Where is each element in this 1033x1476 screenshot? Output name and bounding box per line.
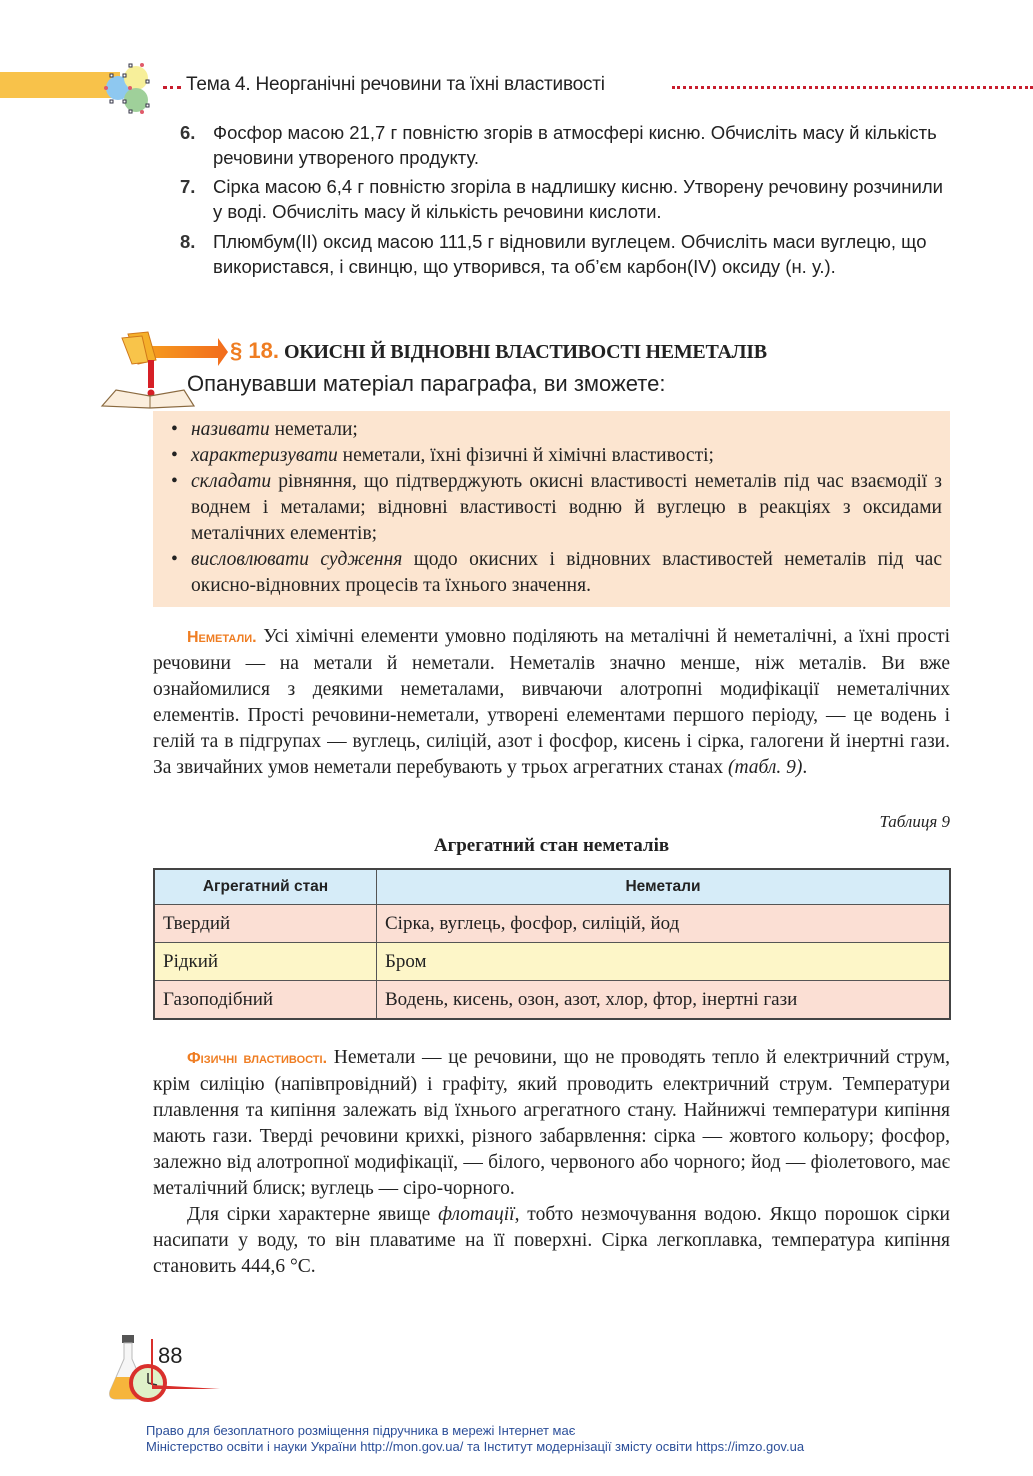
- body-text: .: [802, 757, 808, 778]
- topic-title: Тема 4. Неорганічні речовини та їхні властивості: [186, 74, 605, 95]
- goal-verb: характеризувати: [191, 445, 338, 466]
- body-text: Усі хімічні елементи умовно поділяють на металічні й неметалічні, а їхні прості речовини — на метали й неметали. Неметалів значно менше, ніж металів. Ви вже ознайомилися з деякими неметалами, вивчаючи алотропні модифікації неметалічних елементів. Прості речовини-неметали, утворені елементами першого періоду, — це водень і гелій та в підгрупах — вуглець, силіцій, азот і фосфор, кисень і сірка, галогени й інертні гази. За звичайних умов неметали перебувають у трьох агрегатних станах: [153, 626, 950, 778]
- learning-goals-list: [153, 411, 950, 599]
- table-label: Таблиця 9: [879, 812, 950, 831]
- license-note-line: Право для безоплатного розміщення підручника в мережі Інтернет має: [146, 1423, 576, 1438]
- table-cell-state: Твердий: [154, 905, 377, 943]
- page-number: 88: [158, 1343, 183, 1368]
- goal-text: неметали;: [269, 419, 358, 440]
- goal-verb: називати: [191, 419, 270, 440]
- section-heading: Фізичні властивості.: [187, 1050, 328, 1067]
- header-dotted-line: [163, 86, 181, 89]
- exercise-number: 6.: [180, 122, 196, 143]
- table-cell-items: Сірка, вуглець, фосфор, силіцій, йод: [377, 905, 951, 943]
- learning-goals-box: [153, 411, 950, 607]
- table-cell-items: Водень, кисень, озон, азот, хлор, фтор, інертні гази: [377, 981, 951, 1020]
- table-row: [154, 943, 950, 981]
- body-text: Неметали — це речовини, що не проводять тепло й електричний струм, крім силіцію (напівпровідний) і графіту, який проводить електричний струм. Температури плавлення та кипіння залежать від їхнього агрегатного стану. Найнижчі температури кипіння мають гази. Тверді речовини крихкі, різного забарвлення: сірка — жовтого кольору; фосфор, залежно від алотропної модифікації, — білого, червоного або чорного; йод — фіолетового, має металічний блиск; вуглець — сіро-чорного.: [153, 1047, 950, 1199]
- states-table: [153, 868, 951, 1020]
- paragraph-number: § 18.: [230, 338, 279, 363]
- goal-item: [191, 547, 942, 599]
- table-header-row: [154, 869, 950, 905]
- goal-text: щодо окисних і відновних властивостей неметалів під час окисно-відновних процесів та їхнього значення.: [191, 549, 942, 596]
- exercise-item: [180, 120, 952, 170]
- paragraph-title: [230, 338, 767, 364]
- license-note-line: Міністерство освіти і науки України http://mon.gov.ua/ та Інститут модернізації змісту освіти https://imzo.gov.ua: [146, 1439, 805, 1454]
- table-cell-state: Газоподібний: [154, 981, 377, 1020]
- table-title: Агрегатний стан неметалів: [433, 835, 670, 856]
- exercise-text: Фосфор масою 21,7 г повністю згорів в атмосфері кисню. Обчисліть масу й кількість речовини утвореного продукту.: [213, 122, 937, 168]
- exercise-number: 8.: [180, 231, 196, 252]
- header-dotted-line: [672, 86, 1033, 89]
- goal-item: [191, 417, 942, 443]
- section-nonmetals: [153, 624, 950, 781]
- body-text: Для сірки характерне явище: [187, 1204, 439, 1225]
- table-cell-items: Бром: [377, 943, 951, 981]
- goal-item: [191, 469, 942, 547]
- molecule-icon: [96, 60, 166, 116]
- exercise-number: 7.: [180, 176, 196, 197]
- goal-text: рівняння, що підтверджують окисні властивості неметалів під час взаємодії з воднем і металами; відновні властивості водню й вуглецю в реакціях з оксидами металічних елементів;: [191, 471, 942, 544]
- term: флотації: [438, 1204, 515, 1225]
- paragraph-name: ОКИСНІ Й ВІДНОВНІ ВЛАСТИВОСТІ НЕМЕТАЛІВ: [283, 341, 767, 363]
- body-paragraph: [153, 1202, 950, 1280]
- body-paragraph: [153, 1045, 950, 1202]
- license-note: [146, 1423, 804, 1455]
- exercise-text: Плюмбум(II) оксид масою 111,5 г відновили вуглецем. Обчисліть маси вуглецю, що використався, і свинцю, що утворився, та об’єм карбон(IV) оксиду (н. у.).: [213, 231, 927, 277]
- exercise-text: Сірка масою 6,4 г повністю згоріла в надлишку кисню. Утворену речовину розчинили у воді. Обчисліть масу й кількість речовини кислоти.: [213, 176, 943, 222]
- goal-verb: висловлювати судження: [191, 549, 403, 570]
- goal-item: [191, 443, 942, 469]
- exercise-item: [180, 229, 952, 279]
- section-heading: Неметали.: [187, 629, 257, 646]
- column-header: Неметали: [377, 869, 951, 905]
- goal-text: неметали, їхні фізичні й хімічні властивості;: [337, 445, 714, 466]
- paragraph-intro: Опанувавши матеріал параграфа, ви зможете:: [187, 371, 666, 396]
- exercise-item: [180, 174, 952, 224]
- body-text: , тобто незмочування водою. Якщо порошок сірки насипати у воду, то він плаватиме на її поверхні. Сірка легкоплавка, температура кипіння становить 444,6 °C.: [153, 1204, 950, 1277]
- section-physical-properties: [153, 1045, 950, 1280]
- table-row: [154, 981, 950, 1020]
- column-header: Агрегатний стан: [154, 869, 377, 905]
- table-cell-state: Рідкий: [154, 943, 377, 981]
- table-row: [154, 905, 950, 943]
- table-reference: (табл. 9): [727, 757, 803, 778]
- body-paragraph: [153, 624, 950, 781]
- goal-verb: складати: [191, 471, 272, 492]
- book-arrow-icon: [98, 330, 228, 410]
